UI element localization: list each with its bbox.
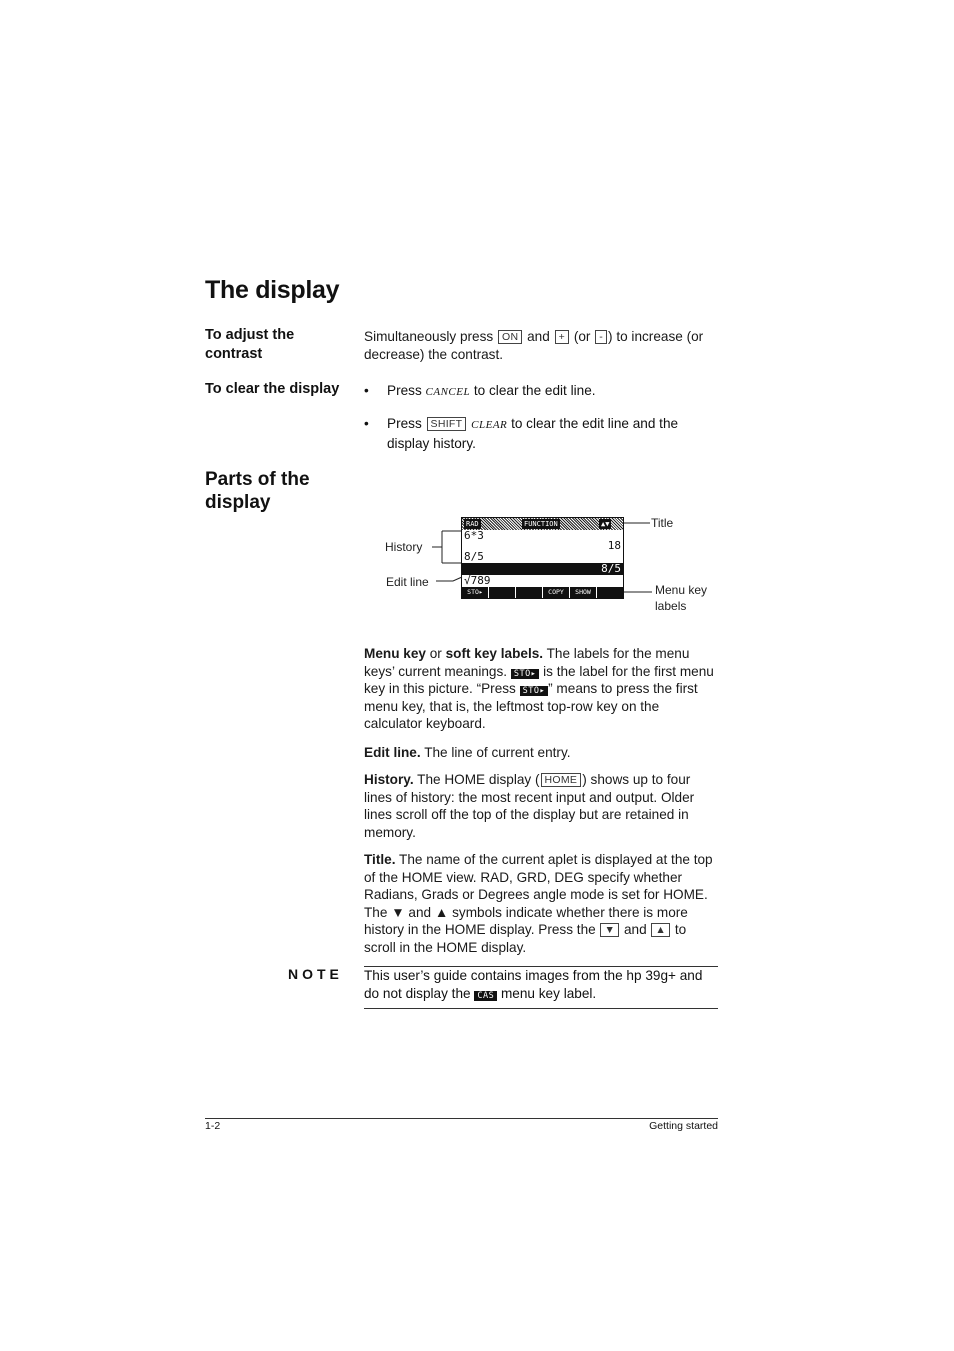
screen-menu-key-5: SHOW — [570, 587, 596, 598]
screen-menu-key-1: STO▸ — [462, 587, 488, 598]
sto-softkey-icon: STO▸ — [511, 669, 539, 679]
on-key-icon: ON — [498, 330, 522, 344]
plus-key-icon: + — [555, 330, 569, 344]
clear-bullet-2: • Press SHIFT CLEAR to clear the edit line and the display history. — [364, 416, 679, 451]
screen-history-output-1: 18 — [607, 539, 621, 552]
callout-title: Title — [651, 516, 674, 530]
sto-softkey-icon: STO▸ — [520, 686, 548, 696]
page-number: 1-2 — [205, 1120, 221, 1132]
clear-display-heading: To clear the display — [205, 381, 340, 397]
title-paragraph: Title. The name of the current aplet is displayed at the top of the HOME view. RAD, GRD, DEG specify whether Radians, Grads or Degrees angle mode is set for HOME. The ▼ and ▲ symbols indicate whether there is more history in the HOME display. Press the ▼ and ▲ to scroll in the HOME display. — [364, 852, 713, 955]
minus-key-icon: - — [595, 330, 607, 344]
cancel-key-label: CANCEL — [425, 386, 471, 398]
home-key-icon: HOME — [541, 773, 582, 787]
clear-key-label: CLEAR — [471, 419, 508, 431]
chapter-name: Getting started — [649, 1120, 718, 1132]
screen-history-input-1: 6*3 — [464, 529, 484, 542]
callout-menu-labels: labels — [655, 599, 687, 613]
up-arrow-key-icon: ▲ — [651, 923, 670, 937]
screen-history-output-2: 8/5 — [601, 562, 621, 575]
callout-menu-key: Menu key — [655, 583, 708, 597]
screen-aplet-name: FUNCTION — [524, 520, 558, 528]
callout-history: History — [385, 540, 423, 554]
note-label: NOTE — [288, 966, 343, 982]
screen-angle-mode: RAD — [466, 520, 479, 528]
parts-heading: Parts of the display — [205, 469, 310, 513]
page-title: The display — [205, 276, 340, 304]
note-box: This user’s guide contains images from the hp 39g+ and do not display the CAS menu key label. — [364, 966, 718, 1009]
footer-rule — [205, 1118, 718, 1119]
screen-history-input-2: 8/5 — [464, 550, 484, 563]
cas-softkey-icon: CAS — [474, 991, 497, 1001]
history-paragraph: History. The HOME display ( HOME ) shows up to four lines of history: the most recent input and output. Older lines scroll off the top of the display but are retained in memory. — [364, 772, 695, 840]
screen-menu-key-4: COPY — [543, 587, 569, 598]
down-arrow-key-icon: ▼ — [600, 923, 619, 937]
adjust-contrast-heading: To adjust the contrast — [205, 327, 295, 362]
screen-edit-line: √789 — [464, 574, 491, 587]
clear-bullet-1: • Press CANCEL to clear the edit line. — [364, 383, 596, 398]
menu-key-paragraph: Menu key or soft key labels. The labels for the menu keys’ current meanings. STO▸ is the label for the first menu key in this picture. “Press STO▸ ” means to press the first menu key, that is, the leftmost top-row key on the calculator keyboard. — [364, 646, 714, 732]
edit-line-paragraph: Edit line. The line of current entry. — [364, 745, 571, 760]
callout-edit-line: Edit line — [386, 575, 429, 589]
shift-key-icon: SHIFT — [427, 417, 467, 431]
adjust-contrast-text: Simultaneously press ON and + (or - ) to increase (or decrease) the contrast. — [364, 329, 704, 362]
screen-scroll-arrows-icon: ▲▼ — [601, 520, 610, 528]
